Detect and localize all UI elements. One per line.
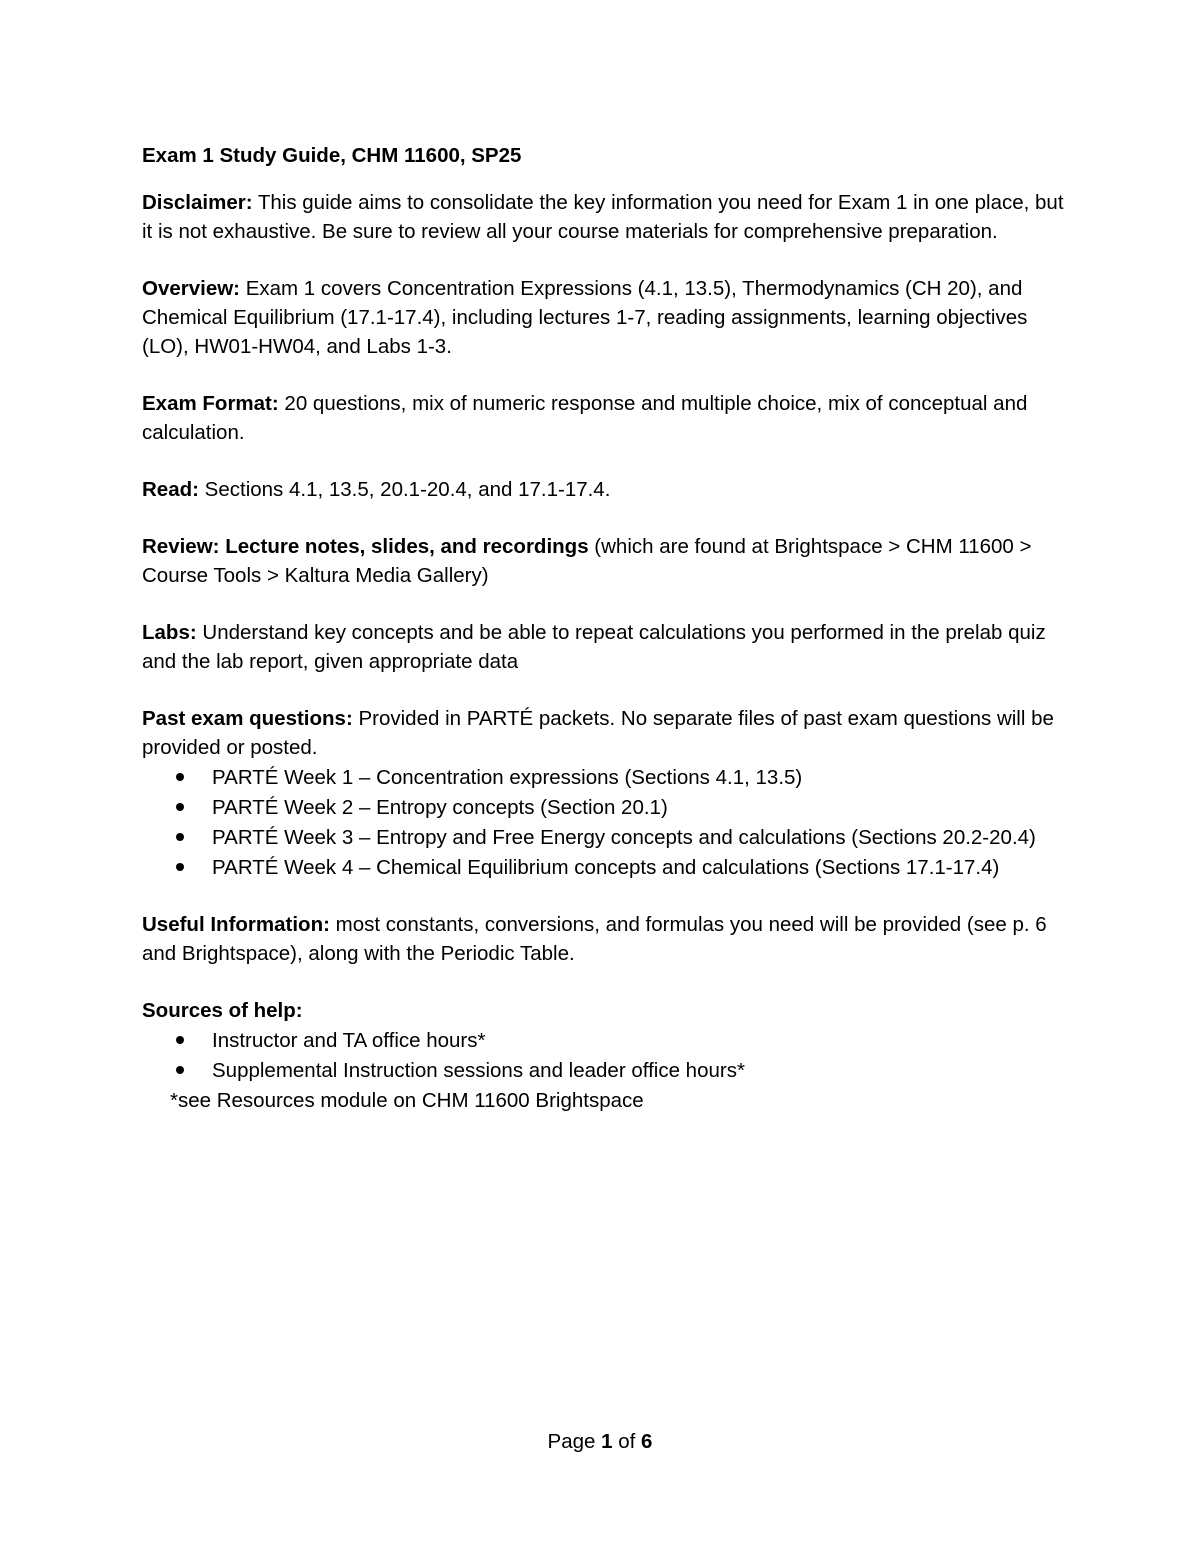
list-item: [142, 823, 1072, 852]
read-text: Sections 4.1, 13.5, 20.1-20.4, and 17.1-17.4.: [204, 478, 611, 501]
labs-paragraph: [142, 618, 1072, 676]
list-item: [142, 853, 1072, 882]
help-paragraph: [142, 996, 1072, 1025]
exam-format-paragraph: [142, 389, 1072, 447]
review-text: (which are found at Brightspace > CHM 11600 > Course Tools > Kaltura Media Gallery): [142, 535, 1032, 587]
exam-format-label: Exam Format:: [142, 392, 279, 415]
list-item-text: PARTÉ Week 3 – Entropy and Free Energy concepts and calculations (Sections 20.2-20.4): [212, 826, 1036, 849]
page-label: Page: [547, 1430, 596, 1453]
document-page: [142, 0, 1072, 1553]
read-paragraph: [142, 475, 1072, 504]
bullet-icon: [176, 833, 184, 841]
labs-text: Understand key concepts and be able to repeat calculations you performed in the prelab quiz and the lab report, given appropriate data: [142, 621, 1046, 673]
list-item-text: Supplemental Instruction sessions and leader office hours*: [212, 1059, 745, 1082]
overview-label: Overview:: [142, 277, 240, 300]
disclaimer-text: This guide aims to consolidate the key information you need for Exam 1 in one place, but it is not exhaustive. Be sure to review all your course materials for comprehensive preparation.: [142, 191, 1064, 243]
help-list: [142, 1026, 1072, 1085]
bullet-icon: [176, 803, 184, 811]
overview-text: Exam 1 covers Concentration Expressions (4.1, 13.5), Thermodynamics (CH 20), and Chemical Equilibrium (17.1-17.4), including lectures 1-7, reading assignments, learning objectives (LO), HW01-HW04, and Labs 1-3.: [142, 277, 1028, 358]
disclaimer-paragraph: [142, 188, 1072, 246]
of-label: of: [618, 1430, 636, 1453]
page-footer: [0, 1427, 1200, 1456]
past-exam-text: Provided in PARTÉ packets. No separate files of past exam questions will be provided or posted.: [142, 707, 1054, 759]
review-paragraph: [142, 532, 1072, 590]
list-item: [142, 1056, 1072, 1085]
list-item-text: Instructor and TA office hours*: [212, 1029, 486, 1052]
exam-format-text: 20 questions, mix of numeric response and multiple choice, mix of conceptual and calculation.: [142, 392, 1028, 444]
document-content: [142, 141, 1072, 1115]
help-footnote: *see Resources module on CHM 11600 Brightspace: [170, 1089, 644, 1112]
past-exam-list: [142, 763, 1072, 882]
list-item: [142, 763, 1072, 792]
useful-info-paragraph: [142, 910, 1072, 968]
list-item: [142, 1026, 1072, 1055]
bullet-icon: [176, 863, 184, 871]
page-current: 1: [601, 1430, 613, 1453]
labs-label: Labs:: [142, 621, 197, 644]
page-total: 6: [641, 1430, 653, 1453]
document-title: Exam 1 Study Guide, CHM 11600, SP25: [142, 144, 522, 167]
help-label: Sources of help:: [142, 999, 303, 1022]
list-item-text: PARTÉ Week 1 – Concentration expressions (Sections 4.1, 13.5): [212, 766, 803, 789]
list-item: [142, 793, 1072, 822]
list-item-text: PARTÉ Week 4 – Chemical Equilibrium concepts and calculations (Sections 17.1-17.4): [212, 856, 1000, 879]
useful-info-text: most constants, conversions, and formulas you need will be provided (see p. 6 and Brightspace), along with the Periodic Table.: [142, 913, 1047, 965]
disclaimer-label: Disclaimer:: [142, 191, 253, 214]
bullet-icon: [176, 1036, 184, 1044]
list-item-text: PARTÉ Week 2 – Entropy concepts (Section 20.1): [212, 796, 668, 819]
bullet-icon: [176, 1066, 184, 1074]
past-exam-paragraph: [142, 704, 1072, 762]
review-bold-text: Lecture notes, slides, and recordings: [225, 535, 589, 558]
review-label: Review:: [142, 535, 220, 558]
overview-paragraph: [142, 274, 1072, 361]
useful-info-label: Useful Information:: [142, 913, 330, 936]
bullet-icon: [176, 773, 184, 781]
read-label: Read:: [142, 478, 199, 501]
past-exam-label: Past exam questions:: [142, 707, 353, 730]
